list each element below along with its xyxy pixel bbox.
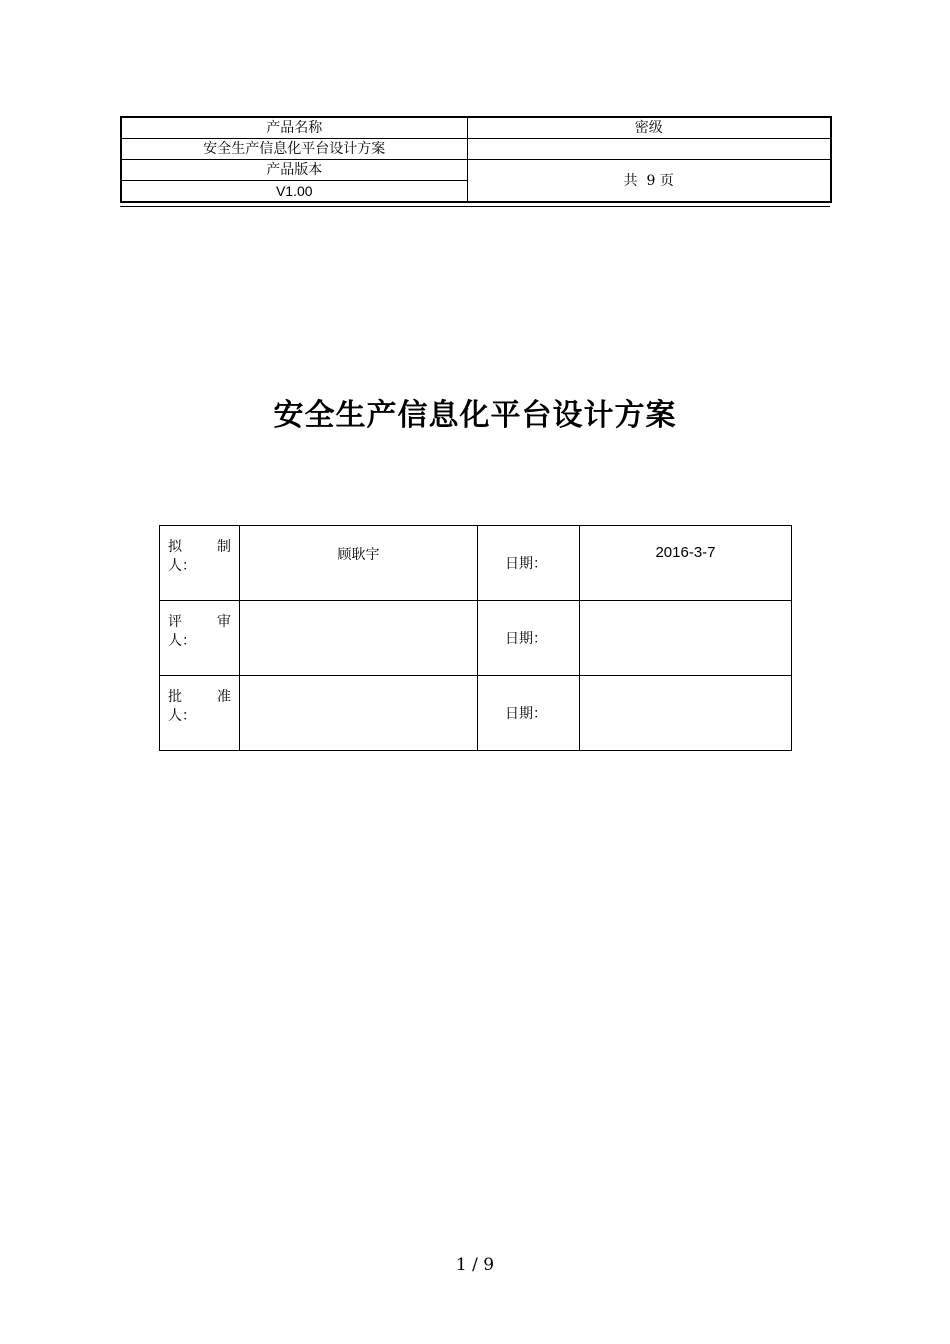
role-suffix: 人： <box>168 708 196 724</box>
approval-row-reviewer <box>160 601 792 676</box>
approval-row-author <box>160 526 792 601</box>
role-char: 批 <box>168 689 182 705</box>
security-level-label: 密级 <box>467 117 831 139</box>
header-divider <box>120 206 830 207</box>
role-suffix: 人： <box>168 633 196 649</box>
product-info-row <box>121 117 831 139</box>
reviewer-name <box>240 601 478 676</box>
date-label: 日期： <box>478 601 580 676</box>
role-char: 制 <box>217 539 231 555</box>
date-value: 2016-3-7 <box>580 526 792 601</box>
date-value <box>580 676 792 751</box>
role-char: 准 <box>217 689 231 705</box>
approver-name <box>240 676 478 751</box>
author-name: 顾耿宇 <box>240 526 478 601</box>
role-cell <box>160 526 240 601</box>
product-name-value: 安全生产信息化平台设计方案 <box>121 139 467 160</box>
role-char: 拟 <box>168 539 182 555</box>
date-label: 日期： <box>478 526 580 601</box>
role-char: 评 <box>168 614 182 630</box>
page-indicator: 1 / 9 <box>455 1255 495 1275</box>
product-info-row <box>121 139 831 160</box>
product-info-row <box>121 160 831 181</box>
security-level-value <box>467 139 831 160</box>
approval-table <box>159 525 792 751</box>
date-value <box>580 601 792 676</box>
role-suffix: 人： <box>168 558 196 574</box>
approval-row-approver <box>160 676 792 751</box>
product-version-value: V1.00 <box>121 181 467 203</box>
total-pages: 共 9 页 <box>467 160 831 203</box>
date-label: 日期： <box>478 676 580 751</box>
product-name-label: 产品名称 <box>121 117 467 139</box>
role-cell <box>160 676 240 751</box>
document-title: 安全生产信息化平台设计方案 <box>273 398 677 433</box>
role-cell <box>160 601 240 676</box>
product-version-label: 产品版本 <box>121 160 467 181</box>
product-info-table <box>120 116 832 203</box>
role-char: 审 <box>217 614 231 630</box>
